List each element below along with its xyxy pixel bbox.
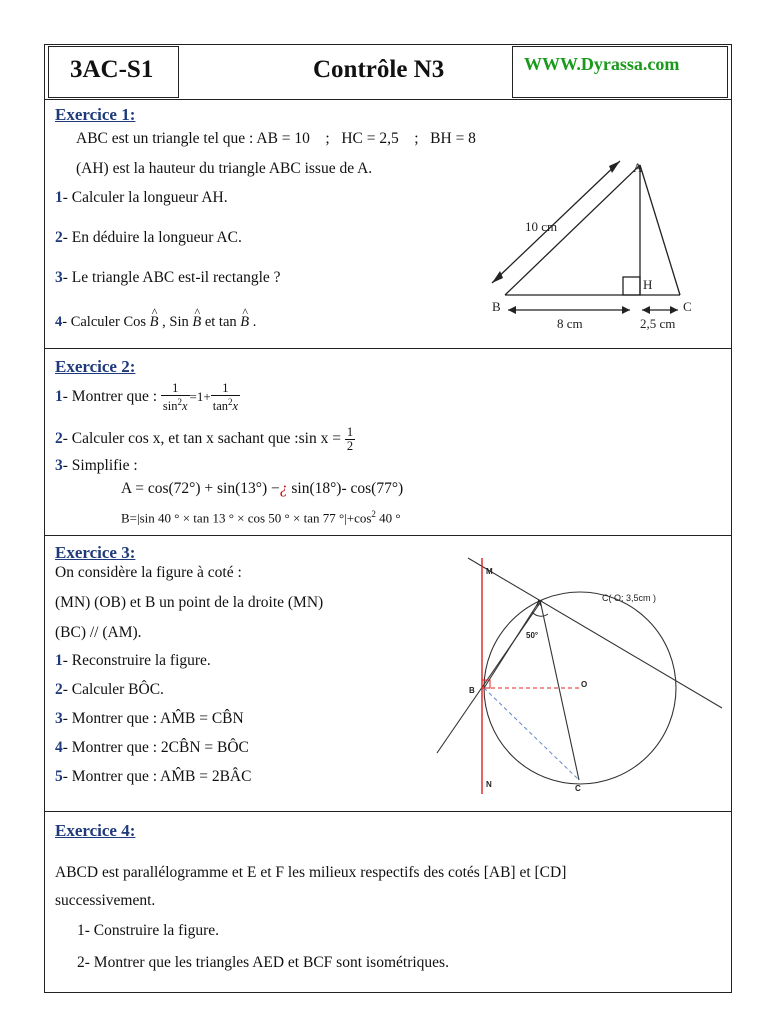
ex4-line2: successivement. bbox=[55, 892, 156, 909]
ex2-q1: 1- Montrer que : $\frac{1}{\sin^2x}$ =1+ $\frac{1}{\tan^2x}$ bbox=[55, 381, 239, 414]
frac-1-over-tan2x: $\frac{1}{\tan^2x}$ bbox=[212, 381, 239, 414]
ex1-q1: 1- Calculer la longueur AH. bbox=[55, 189, 228, 206]
ex3-q4: 4- Montrer que : 2CB̂N = BÔC bbox=[55, 739, 249, 756]
label-50deg: 50° bbox=[526, 631, 539, 640]
ex2-expr-a: A = cos(72°) + sin(13°) −¿ sin(18°)- cos(77°) bbox=[121, 480, 404, 497]
label-n: N bbox=[486, 780, 492, 789]
ex3-q3: 3- Montrer que : AM̂B = CB̂N bbox=[55, 710, 244, 727]
divider-header bbox=[44, 99, 732, 100]
arrow-bh-start bbox=[508, 306, 516, 314]
line-ab-ext bbox=[437, 600, 542, 753]
label-b: B bbox=[469, 686, 475, 695]
angle-arc bbox=[532, 612, 548, 616]
label-o: O bbox=[581, 680, 588, 689]
ex2-q2: 2- Calculer cos x, et tan x sachant que :sin x = $\frac{1}{2}$ bbox=[55, 425, 354, 453]
site-link[interactable]: WWW.Dyrassa.com bbox=[524, 54, 680, 74]
ex1-q4: 4- Calculer Cos ^ B , Sin ^ B et tan ^ B . bbox=[55, 314, 256, 331]
ex3-line3: (BC) // (AM). bbox=[55, 624, 142, 641]
label-a: A bbox=[633, 160, 643, 175]
ex2-q3: 3- Simplifie : bbox=[55, 457, 138, 474]
label-circle: C( O; 3,5cm ) bbox=[602, 593, 657, 603]
line-am bbox=[468, 558, 722, 708]
ex1-title: Exercice 1: bbox=[55, 105, 136, 124]
divider-ex1 bbox=[44, 348, 732, 349]
right-angle-mark bbox=[623, 277, 640, 295]
ex2-expr-b: B=|sin 40 ° × tan 13 ° × cos 50 ° × tan 77 $^\circ|+\cos^2$ 40 ° bbox=[121, 509, 401, 526]
segment-ac bbox=[540, 600, 579, 780]
ex3-q1: 1- Reconstruire la figure. bbox=[55, 652, 211, 669]
ex3-line1: On considère la figure à coté : bbox=[55, 564, 242, 581]
segment-bc bbox=[484, 688, 579, 780]
ex1-intro2: (AH) est la hauteur du triangle ABC issue de A. bbox=[76, 160, 373, 177]
ex3-q2: 2- Calculer BÔC. bbox=[55, 681, 164, 698]
ex3-circle-figure bbox=[432, 548, 728, 798]
divider-ex3 bbox=[44, 811, 732, 812]
arrow-hc-start bbox=[642, 306, 650, 314]
ex4-line1: ABCD est parallélogramme et E et F les milieux respectifs des cotés [AB] et [CD] bbox=[55, 864, 567, 881]
ex3-line2: (MN) (OB) et B un point de la droite (MN) bbox=[55, 594, 324, 611]
label-b: B bbox=[492, 299, 501, 314]
label-m: M bbox=[486, 567, 493, 576]
ex1-q3: 3- Le triangle ABC est-il rectangle ? bbox=[55, 269, 281, 286]
label-2-5cm: 2,5 cm bbox=[640, 316, 676, 331]
divider-ex2 bbox=[44, 535, 732, 536]
label-h: H bbox=[643, 277, 653, 292]
arrow-bh-end bbox=[622, 306, 630, 314]
ex4-title: Exercice 4: bbox=[55, 821, 136, 840]
label-10cm: 10 cm bbox=[525, 219, 558, 234]
label-c: C bbox=[683, 299, 692, 314]
ex1-q2: 2- En déduire la longueur AC. bbox=[55, 229, 242, 246]
page-title: Contrôle N3 bbox=[313, 56, 445, 83]
ex3-title: Exercice 3: bbox=[55, 543, 136, 562]
ex4-q1: 1- Construire la figure. bbox=[77, 922, 220, 939]
class-label: 3AC-S1 bbox=[70, 56, 154, 83]
label-c: C bbox=[575, 784, 581, 793]
arrow-ab-start bbox=[492, 271, 503, 283]
arrow-ab-end bbox=[609, 161, 620, 173]
frac-1-over-sin2x: $\frac{1}{\sin^2x}$ bbox=[162, 381, 188, 414]
ex3-q5: 5- Montrer que : AM̂B = 2BÂC bbox=[55, 768, 252, 785]
ex1-triangle-figure bbox=[480, 155, 715, 340]
arrow-hc-end bbox=[670, 306, 678, 314]
ex4-q2: 2- Montrer que les triangles AED et BCF sont isométriques. bbox=[77, 954, 449, 971]
label-a: A bbox=[536, 599, 542, 608]
side-ac bbox=[640, 165, 680, 295]
ex1-intro1: ABC est un triangle tel que : AB = 10 ; HC = 2,5 ; BH = 8 bbox=[76, 130, 476, 147]
frac-one-half: $\frac{1}{2}$ bbox=[346, 425, 354, 453]
label-8cm: 8 cm bbox=[557, 316, 583, 331]
ex2-title: Exercice 2: bbox=[55, 357, 136, 376]
segment-ab bbox=[484, 600, 540, 688]
